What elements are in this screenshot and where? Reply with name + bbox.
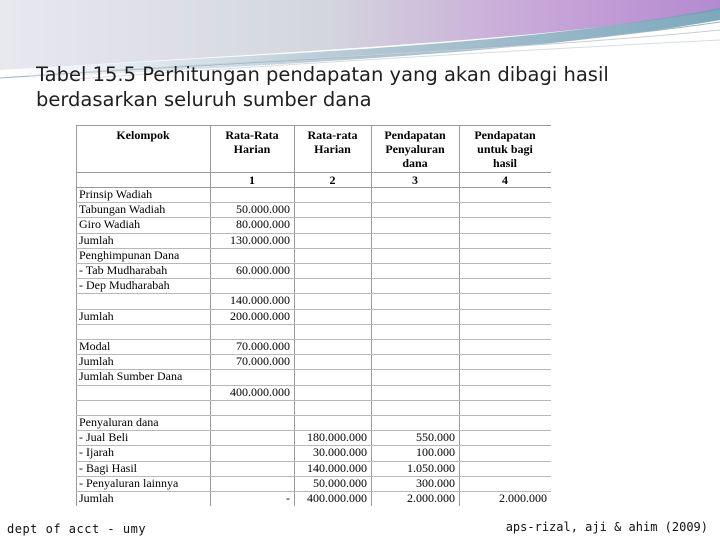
column-number: 1 bbox=[249, 173, 255, 187]
cell-value: 140.000.000 bbox=[230, 293, 290, 308]
cell-value: 30.000.000 bbox=[313, 445, 367, 460]
row-label: Modal bbox=[79, 339, 111, 353]
cell-value: 50.000.000 bbox=[236, 202, 290, 217]
row-label: Penghimpunan Dana bbox=[79, 247, 180, 262]
column-header bbox=[294, 128, 371, 156]
cell-value: 130.000.000 bbox=[230, 232, 290, 247]
cell-value: 2.000.000 bbox=[407, 491, 455, 505]
row-label: - Dep Mudharabah bbox=[79, 278, 170, 293]
column-header bbox=[210, 128, 294, 156]
column-header-line: Rata-Rata bbox=[225, 128, 279, 142]
cell-value: 60.000.000 bbox=[236, 263, 290, 277]
cell-value: 70.000.000 bbox=[236, 354, 290, 369]
column-header-line: Penyaluran bbox=[385, 142, 445, 156]
row-label: Jumlah bbox=[79, 354, 114, 369]
cell-value: 140.000.000 bbox=[307, 460, 367, 475]
cell-value: 50.000.000 bbox=[313, 475, 367, 490]
row-label: - Tab Mudharabah bbox=[79, 263, 168, 277]
column-header bbox=[76, 128, 210, 142]
row-label: Penyaluran dana bbox=[79, 415, 159, 429]
revenue-sharing-table bbox=[76, 125, 551, 506]
column-header-line: dana bbox=[402, 156, 428, 170]
column-number: 2 bbox=[329, 173, 336, 187]
cell-value: 400.000.000 bbox=[230, 384, 290, 399]
cell-value: 550.000 bbox=[416, 430, 455, 445]
column-header-line: hasil bbox=[492, 156, 517, 170]
footer-department: dept of acct - umy bbox=[7, 522, 147, 536]
cell-value: 70.000.000 bbox=[236, 339, 290, 353]
row-label: Jumlah bbox=[79, 491, 114, 505]
row-label: Jumlah bbox=[79, 232, 114, 247]
column-header bbox=[371, 128, 459, 170]
cell-value: 2.000.000 bbox=[499, 491, 547, 505]
column-header-line: untuk bagi bbox=[477, 142, 533, 156]
column-header-line: Kelompok bbox=[116, 128, 170, 142]
cell-value: 400.000.000 bbox=[307, 491, 367, 505]
cell-value: 180.000.000 bbox=[307, 430, 367, 445]
row-label: Jumlah Sumber Dana bbox=[79, 369, 183, 384]
column-header-line: Harian bbox=[233, 142, 271, 156]
cell-value: 1.050.000 bbox=[407, 460, 455, 475]
title-line-1: Tabel 15.5 Perhitungan pendapatan yang akan dibagi hasil bbox=[36, 63, 609, 86]
column-header-line: Harian bbox=[314, 142, 351, 156]
cell-value: 100.000 bbox=[416, 445, 455, 460]
cell-value: - bbox=[286, 491, 290, 505]
row-label: - Ijarah bbox=[79, 445, 114, 460]
row-label: Prinsip Wadiah bbox=[79, 187, 153, 201]
row-label: - Jual Beli bbox=[79, 430, 129, 445]
column-header bbox=[459, 128, 551, 170]
column-number: 4 bbox=[502, 173, 508, 187]
cell-value: 80.000.000 bbox=[236, 217, 290, 232]
title-line-2: berdasarkan seluruh sumber dana bbox=[36, 88, 372, 111]
row-label: - Penyaluran lainnya bbox=[79, 475, 179, 490]
row-label: Giro Wadiah bbox=[79, 217, 141, 232]
column-header-line: Rata-rata bbox=[307, 128, 358, 142]
slide-title bbox=[36, 62, 696, 112]
cell-value: 200.000.000 bbox=[230, 308, 290, 323]
cell-value: 300.000 bbox=[416, 475, 455, 490]
row-label: Jumlah bbox=[79, 308, 114, 323]
footer-authors: aps-rizal, aji & ahim (2009) bbox=[505, 520, 708, 534]
column-number: 3 bbox=[412, 173, 418, 187]
row-label: - Bagi Hasil bbox=[79, 460, 137, 475]
column-header-line: Pendapatan bbox=[384, 128, 446, 142]
row-label: Tabungan Wadiah bbox=[79, 202, 166, 217]
column-header-line: Pendapatan bbox=[474, 128, 536, 142]
